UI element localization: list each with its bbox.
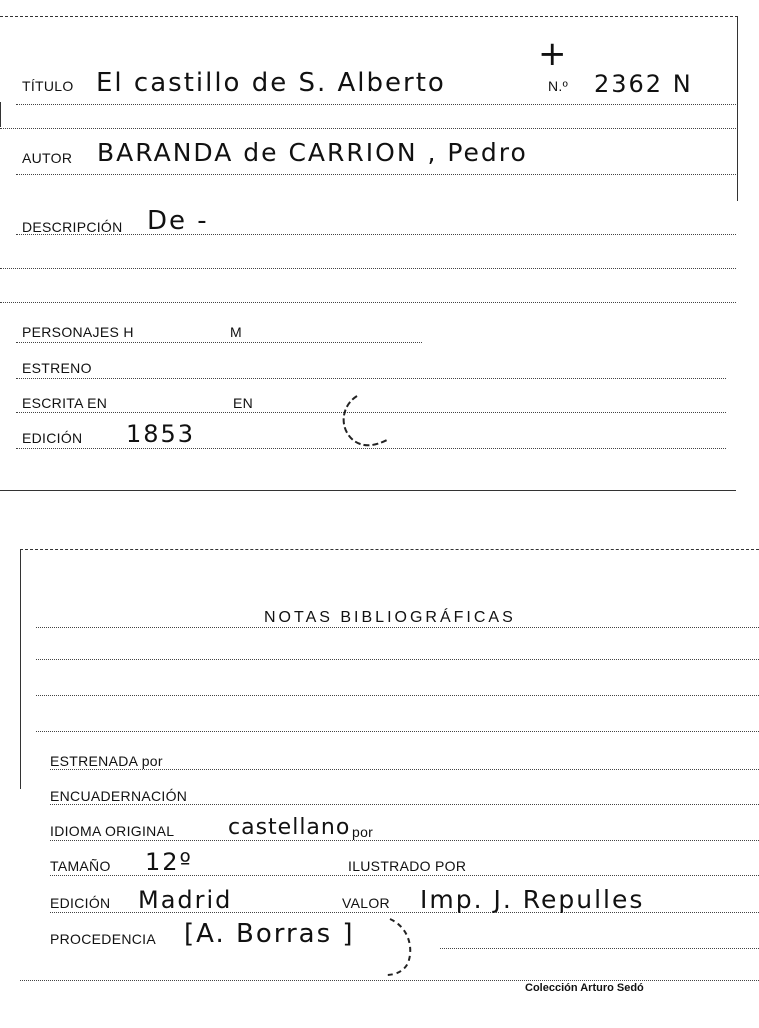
notes-card (20, 545, 759, 1015)
collection-footer: Colección Arturo Sedó (525, 982, 644, 994)
title-label: TÍTULO (22, 78, 74, 94)
size-rule (50, 875, 759, 876)
premiered-by-rule (50, 769, 759, 770)
stamp-mark-2 (360, 913, 420, 983)
origin-rule (440, 948, 759, 949)
card-right-border (737, 16, 738, 201)
edition-value: 1853 (126, 420, 196, 448)
catalog-card (0, 12, 738, 492)
written-en-label: EN (233, 395, 254, 411)
notes-left-border (20, 549, 21, 789)
card-top-border (0, 16, 738, 17)
description-rule (16, 234, 736, 235)
notes-rule-4 (36, 731, 759, 732)
characters-label: PERSONAJES H (22, 324, 134, 340)
notes-top-border (20, 549, 759, 550)
premiere-rule (16, 378, 726, 379)
language-rule (50, 840, 759, 841)
description-value: De - (147, 206, 209, 236)
language-por: por (352, 824, 374, 840)
value-value: Imp. J. Repulles (420, 885, 645, 914)
language-value: castellano (228, 815, 351, 840)
characters-m-label: M (230, 324, 242, 340)
language-label: IDIOMA ORIGINAL (50, 823, 175, 839)
card-bottom-border (0, 490, 736, 491)
cross-mark: + (538, 34, 569, 74)
notes-rule-1 (36, 627, 759, 628)
notes-edition-label: EDICIÓN (50, 895, 111, 911)
card-left-border (0, 102, 1, 127)
size-value: 12º (145, 848, 193, 876)
size-label: TAMAÑO (50, 858, 111, 874)
description-label: DESCRIPCIÓN (22, 219, 123, 235)
binding-label: ENCUADERNACIÓN (50, 788, 188, 804)
title-rule-2 (0, 128, 736, 129)
author-label: AUTOR (22, 150, 73, 166)
characters-rule (16, 342, 422, 343)
illustrated-label: ILUSTRADO POR (348, 858, 467, 874)
edition-label: EDICIÓN (22, 430, 83, 446)
notes-heading: NOTAS BIBLIOGRÁFICAS (264, 609, 516, 626)
written-label: ESCRITA EN (22, 395, 108, 411)
value-label: VALOR (342, 895, 390, 911)
author-rule (16, 174, 736, 175)
description-rule-3 (0, 302, 736, 303)
title-rule (16, 104, 736, 105)
origin-label: PROCEDENCIA (50, 931, 156, 947)
notes-edition-value: Madrid (138, 886, 233, 914)
title-value: El castillo de S. Alberto (96, 68, 446, 98)
premiered-by-label: ESTRENADA por (50, 753, 163, 769)
notes-rule-3 (36, 695, 759, 696)
notes-rule-2 (36, 659, 759, 660)
premiere-label: ESTRENO (22, 360, 92, 376)
stamp-mark (335, 388, 395, 458)
number-value: 2362 N (594, 70, 693, 98)
number-label: N.º (548, 78, 569, 94)
origin-value: [A. Borras ] (184, 919, 355, 949)
notes-bottom-rule (20, 980, 759, 981)
description-rule-2 (0, 268, 736, 269)
author-value: BARANDA de CARRION , Pedro (97, 138, 528, 167)
binding-rule (50, 804, 759, 805)
